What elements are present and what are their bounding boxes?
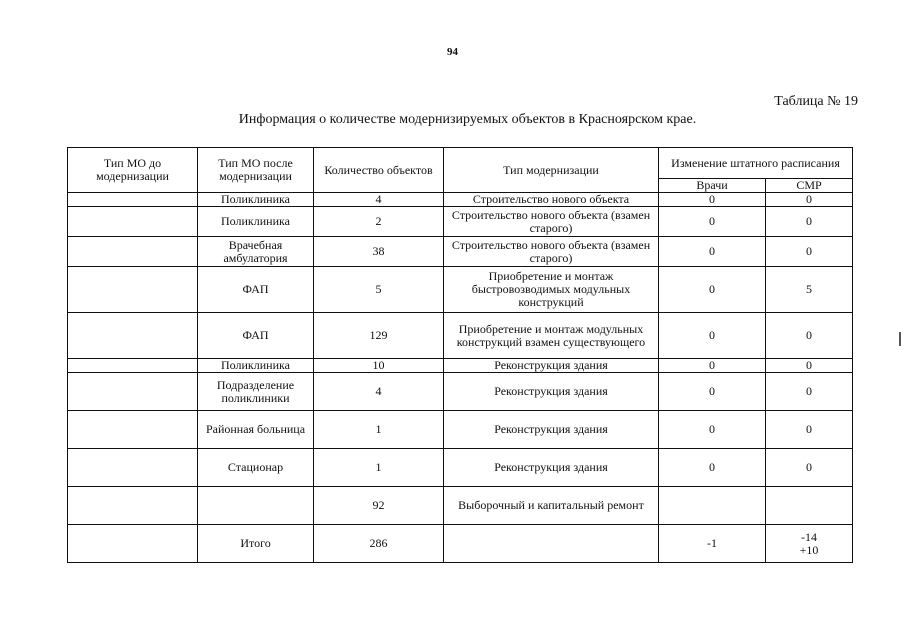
cell-modernization-type: Реконструкция здания xyxy=(444,411,659,449)
header-modernization-type: Тип модернизации xyxy=(444,148,659,193)
cell-type-after: Поликлиника xyxy=(198,207,314,237)
cell-type-before xyxy=(68,373,198,411)
table-row xyxy=(68,207,853,237)
cell-type-before xyxy=(68,207,198,237)
cell-type-before xyxy=(68,267,198,313)
cell-doctors: 0 xyxy=(659,449,766,487)
cell-type-before xyxy=(68,359,198,373)
cell-doctors: 0 xyxy=(659,359,766,373)
cell-smr: 0 xyxy=(766,411,853,449)
cell-modernization-type: Строительство нового объекта (взамен старого) xyxy=(444,207,659,237)
total-smr-line-2: +10 xyxy=(799,542,819,557)
table-label: Таблица № 19 xyxy=(774,94,858,109)
table-row xyxy=(68,359,853,373)
cell-count: 10 xyxy=(314,359,444,373)
cell-type-after: Подразделение поликлиники xyxy=(198,373,314,411)
cell-doctors xyxy=(659,487,766,525)
cell-modernization-type: Строительство нового объекта (взамен старого) xyxy=(444,237,659,267)
cell-count: 38 xyxy=(314,237,444,267)
cell-smr: 0 xyxy=(766,313,853,359)
cell-modernization-type: Реконструкция здания xyxy=(444,449,659,487)
modernization-table xyxy=(67,147,853,563)
cell-type-after: ФАП xyxy=(198,267,314,313)
cell-smr: 0 xyxy=(766,207,853,237)
cell-doctors: 0 xyxy=(659,237,766,267)
cell-smr: 0 xyxy=(766,359,853,373)
cell-type-before xyxy=(68,313,198,359)
cell-type-before xyxy=(68,237,198,267)
cell-type-before xyxy=(68,449,198,487)
cell-smr: 0 xyxy=(766,373,853,411)
cell-type-after: Врачебная амбулатория xyxy=(198,237,314,267)
table-row xyxy=(68,449,853,487)
header-smr: СМР xyxy=(766,179,853,193)
header-type-before: Тип МО до модернизации xyxy=(68,148,198,193)
table-row xyxy=(68,411,853,449)
cell-count: 5 xyxy=(314,267,444,313)
cell-doctors: 0 xyxy=(659,411,766,449)
cell-smr: 0 xyxy=(766,449,853,487)
cell-smr xyxy=(766,487,853,525)
header-type-after: Тип МО после модернизации xyxy=(198,148,314,193)
header-doctors: Врачи xyxy=(659,179,766,193)
cell-smr: 0 xyxy=(766,237,853,267)
cell-count: 4 xyxy=(314,193,444,207)
cell-type-before xyxy=(68,193,198,207)
cell-smr: 0 xyxy=(766,193,853,207)
cell-modernization-type: Реконструкция здания xyxy=(444,373,659,411)
cell-total-label: Итого xyxy=(198,525,314,563)
cell-count: 4 xyxy=(314,373,444,411)
cell-modernization-type: Приобретение и монтаж быстровозводимых модульных конструкций xyxy=(444,267,659,313)
cell-type-after: Стационар xyxy=(198,449,314,487)
cell-doctors: 0 xyxy=(659,193,766,207)
cell-smr: 5 xyxy=(766,267,853,313)
cell-total-doctors: -1 xyxy=(659,525,766,563)
cell-type-after: Поликлиника xyxy=(198,193,314,207)
page-number: 94 xyxy=(447,46,458,58)
cell-type-after xyxy=(198,487,314,525)
cell-total-smr xyxy=(766,525,853,563)
header-staff-change: Изменение штатного расписания xyxy=(659,148,853,179)
total-smr-line-1: -14 xyxy=(801,529,817,544)
cell-doctors: 0 xyxy=(659,313,766,359)
cell-type-before xyxy=(68,411,198,449)
cell-count: 1 xyxy=(314,411,444,449)
cell-type-after: ФАП xyxy=(198,313,314,359)
header-count: Количество объектов xyxy=(314,148,444,193)
table-row-total xyxy=(68,525,853,563)
cell-doctors: 0 xyxy=(659,207,766,237)
cell-doctors: 0 xyxy=(659,267,766,313)
cell-doctors: 0 xyxy=(659,373,766,411)
cell-modernization-type xyxy=(444,525,659,563)
table-row xyxy=(68,267,853,313)
cell-modernization-type: Строительство нового объекта xyxy=(444,193,659,207)
cell-modernization-type: Реконструкция здания xyxy=(444,359,659,373)
cell-modernization-type: Выборочный и капитальный ремонт xyxy=(444,487,659,525)
cell-total-count: 286 xyxy=(314,525,444,563)
scan-edge-mark xyxy=(899,332,901,346)
cell-modernization-type: Приобретение и монтаж модульных конструкций взамен существующего xyxy=(444,313,659,359)
cell-count: 2 xyxy=(314,207,444,237)
cell-count: 1 xyxy=(314,449,444,487)
cell-count: 129 xyxy=(314,313,444,359)
cell-count: 92 xyxy=(314,487,444,525)
cell-type-before xyxy=(68,487,198,525)
cell-type-after: Районная больница xyxy=(198,411,314,449)
table-row xyxy=(68,237,853,267)
document-title: Информация о количестве модернизируемых объектов в Красноярском крае. xyxy=(238,112,697,127)
table-row xyxy=(68,487,853,525)
table-row xyxy=(68,193,853,207)
table-row xyxy=(68,373,853,411)
cell-type-after: Поликлиника xyxy=(198,359,314,373)
table-row xyxy=(68,313,853,359)
cell-type-before xyxy=(68,525,198,563)
